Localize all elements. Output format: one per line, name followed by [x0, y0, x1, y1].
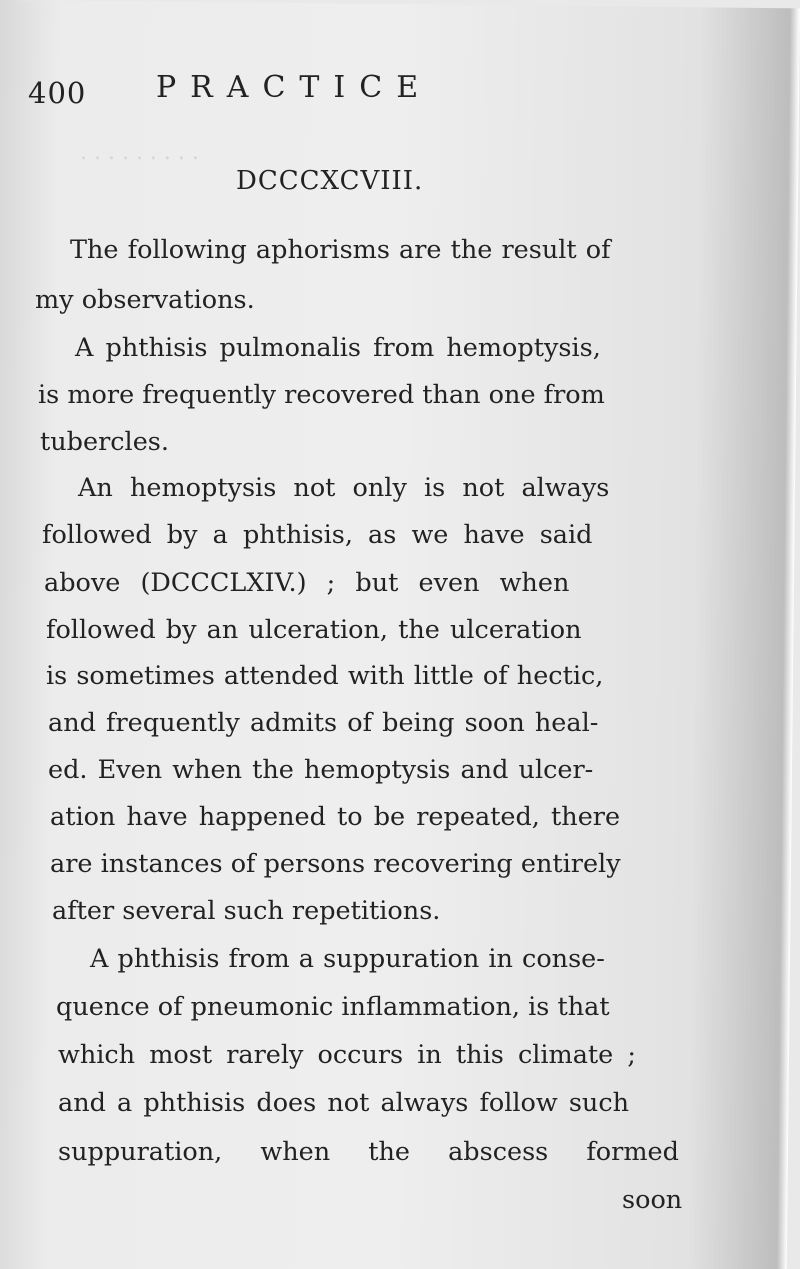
section-number: DCCCXCVIII.: [236, 166, 424, 196]
page-header: [28, 62, 728, 112]
text-line: is sometimes attended with little of hectic,: [46, 661, 604, 691]
show-through-text: . . . . . . . . .: [80, 140, 199, 165]
text-line: tubercles.: [40, 427, 169, 457]
text-line: after several such repetitions.: [52, 896, 441, 926]
text-line: A phthisis from a suppuration in conse-: [90, 944, 605, 974]
text-line: which most rarely occurs in this climate ;: [58, 1040, 636, 1070]
text-line: followed by an ulceration, the ulceration: [46, 615, 582, 645]
text-line: suppuration, when the abscess formed: [58, 1137, 679, 1167]
text-line: ation have happened to be repeated, there: [50, 802, 621, 832]
catchword: soon: [622, 1185, 683, 1215]
text-line: is more frequently recovered than one from: [38, 380, 605, 410]
text-line: and frequently admits of being soon heal-: [48, 708, 599, 738]
text-line: above (DCCCLXIV.) ; but even when: [44, 568, 570, 598]
text-line: ed. Even when the hemoptysis and ulcer-: [48, 755, 594, 785]
text-line: A phthisis pulmonalis from hemoptysis,: [75, 333, 601, 363]
running-head: PRACTICE: [156, 70, 433, 105]
text-line: An hemoptysis not only is not always: [78, 473, 610, 503]
text-line: quence of pneumonic inflammation, is that: [56, 992, 610, 1022]
text-line: The following aphorisms are the result of: [70, 235, 611, 265]
page-number: 400: [28, 76, 87, 110]
text-line: are instances of persons recovering entirely: [50, 849, 621, 879]
text-line: and a phthisis does not always follow such: [58, 1088, 630, 1118]
text-line: my observations.: [35, 285, 255, 315]
text-line: followed by a phthisis, as we have said: [42, 520, 593, 550]
